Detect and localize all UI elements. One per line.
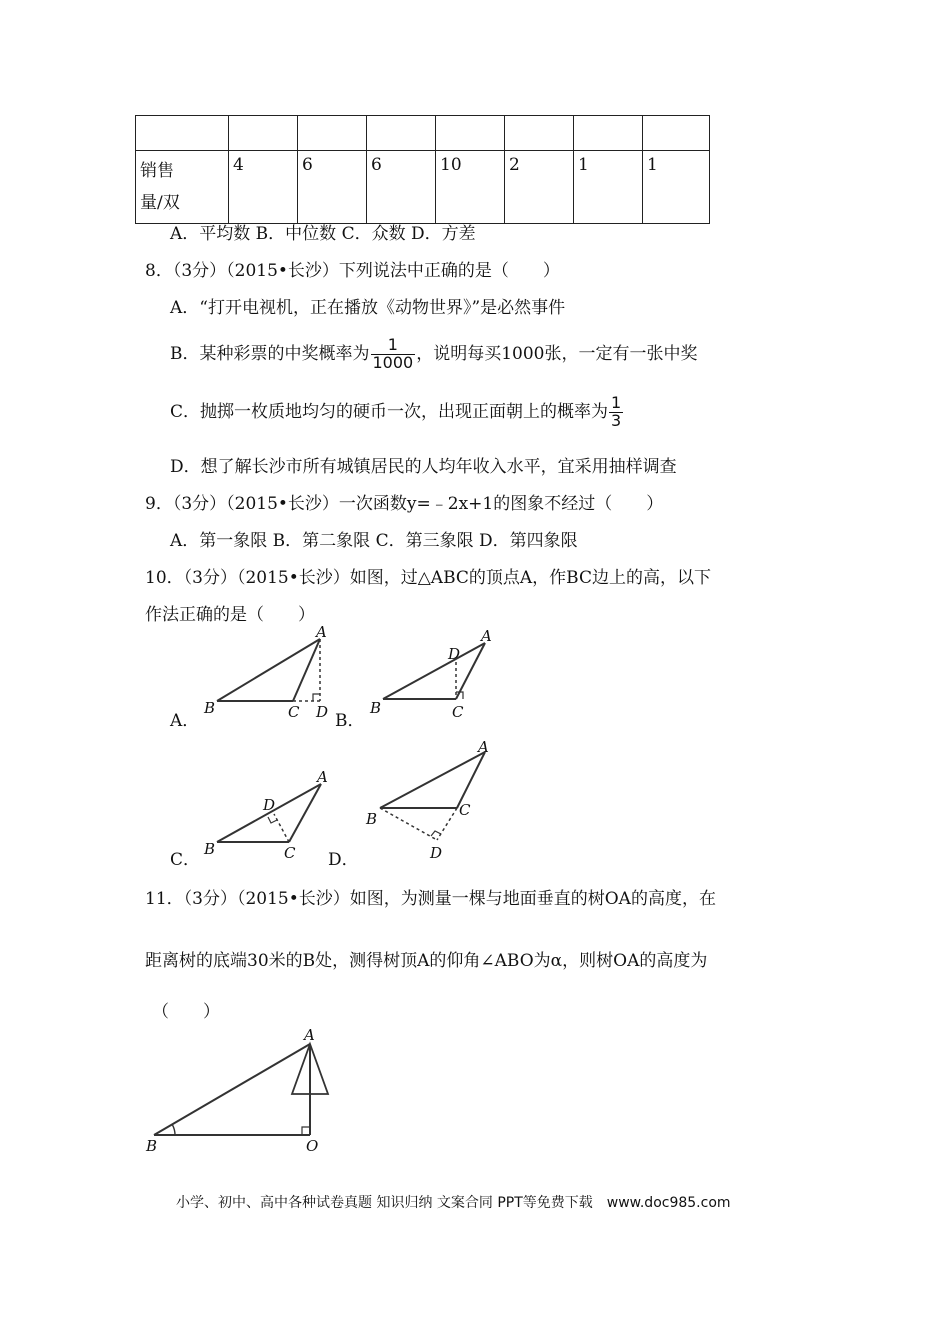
q11-stem-line2: 距离树的底端30米的B处，测得树顶A的仰角∠ABO为α，则树OA的高度为 xyxy=(145,951,708,971)
table-cell: 10 xyxy=(436,151,505,224)
table-row xyxy=(136,151,710,224)
row-label-line2: 量/双 xyxy=(140,193,180,213)
fraction-denominator: 1000 xyxy=(372,352,414,372)
point-label: D xyxy=(448,645,461,663)
q11-stem-line1: 11．（3分）（2015•长沙）如图，为测量一棵与地面垂直的树OA的高度，在 xyxy=(145,889,716,909)
q11-figure xyxy=(140,1025,340,1160)
point-label: C xyxy=(459,801,471,819)
point-label: D xyxy=(316,703,329,721)
table-cell xyxy=(229,116,298,151)
point-label: C xyxy=(284,844,296,862)
q8-stem: 8．（3分）（2015•长沙）下列说法中正确的是（ ） xyxy=(145,261,560,281)
sales-table xyxy=(135,115,710,224)
q10-stem-line1: 10．（3分）（2015•长沙）如图，过△ABC的顶点A，作BC边上的高，以下 xyxy=(145,568,711,588)
fraction-denominator: 3 xyxy=(611,410,622,430)
table-row-label xyxy=(136,151,229,224)
q9-stem: 9．（3分）（2015•长沙）一次函数y=﹣2x+1的图象不经过（ ） xyxy=(145,494,664,514)
fraction xyxy=(371,337,416,372)
q8-option-b-suffix: ，说明每买1000张，一定有一张中奖 xyxy=(416,343,698,364)
table-cell: 1 xyxy=(574,151,643,224)
q8-option-b-prefix: B．某种彩票的中奖概率为 xyxy=(170,343,370,364)
fraction-numerator: 1 xyxy=(611,393,622,412)
point-label: D xyxy=(263,796,276,814)
point-label: D xyxy=(430,844,443,862)
point-label: B xyxy=(204,840,216,858)
q8-option-c xyxy=(170,395,624,430)
point-label: A xyxy=(316,623,327,641)
q10-option-d-label: D． xyxy=(328,850,359,870)
point-label: A xyxy=(304,1026,315,1044)
point-label: B xyxy=(204,699,216,717)
table-cell xyxy=(136,116,229,151)
point-label: O xyxy=(306,1137,319,1155)
q8-option-a: A．“打开电视机，正在播放《动物世界》”是必然事件 xyxy=(170,298,566,318)
table-cell: 1 xyxy=(643,151,710,224)
q11-stem-line3: （ ） xyxy=(152,1002,220,1022)
q10-figure-d xyxy=(362,738,502,863)
q10-stem-line2: 作法正确的是（ ） xyxy=(145,605,315,625)
q10-option-b-label: B． xyxy=(335,711,365,731)
point-label: A xyxy=(317,768,328,786)
table-cell xyxy=(436,116,505,151)
fraction xyxy=(609,395,623,430)
q8-option-c-prefix: C．抛掷一枚质地均匀的硬币一次，出现正面朝上的概率为 xyxy=(170,401,609,422)
q7-options: A．平均数 B．中位数 C．众数 D．方差 xyxy=(170,224,476,244)
page-footer: 小学、初中、高中各种试卷真题 知识归纳 文案合同 PPT等免费下载 www.doc985.com xyxy=(176,1195,731,1211)
table-cell: 2 xyxy=(505,151,574,224)
point-label: B xyxy=(370,699,382,717)
table-cell: 6 xyxy=(367,151,436,224)
table-cell xyxy=(367,116,436,151)
point-label: C xyxy=(452,703,464,721)
q9-options: A．第一象限 B．第二象限 C．第三象限 D．第四象限 xyxy=(170,531,578,551)
q10-figure-a xyxy=(200,625,340,720)
table-cell xyxy=(505,116,574,151)
table-cell xyxy=(574,116,643,151)
point-label: B xyxy=(366,810,378,828)
q8-option-b xyxy=(170,337,697,372)
point-label: B xyxy=(146,1137,158,1155)
table-header-row xyxy=(136,116,710,151)
q10-figure-b xyxy=(368,625,508,720)
table-cell xyxy=(298,116,367,151)
table-cell xyxy=(643,116,710,151)
fraction-numerator: 1 xyxy=(387,335,398,354)
table-cell: 4 xyxy=(229,151,298,224)
q10-option-a-label: A． xyxy=(170,711,200,731)
point-label: A xyxy=(481,627,492,645)
q8-option-d: D．想了解长沙市所有城镇居民的人均年收入水平，宜采用抽样调查 xyxy=(170,457,677,477)
point-label: C xyxy=(288,703,300,721)
table-cell: 6 xyxy=(298,151,367,224)
q10-option-c-label: C． xyxy=(170,850,201,870)
row-label-line1: 销售 xyxy=(140,161,174,181)
point-label: A xyxy=(478,738,489,756)
q10-figure-c xyxy=(200,768,340,863)
